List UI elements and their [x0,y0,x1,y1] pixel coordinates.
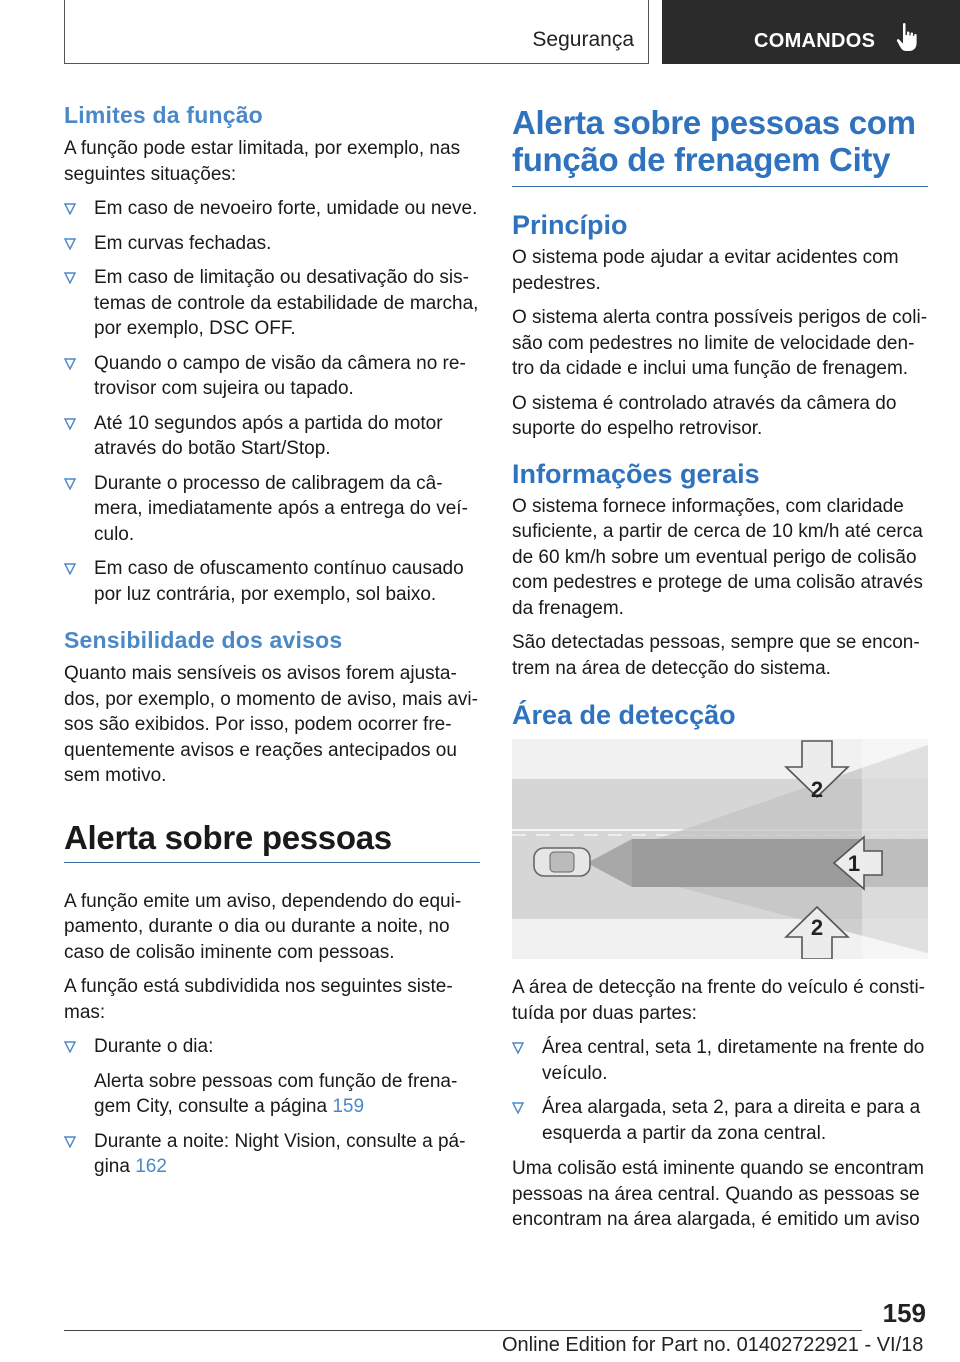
bullet-triangle-icon [64,418,76,430]
sensitivity-heading: Sensibilidade dos avisos [64,627,343,653]
detection-paragraph-2: Uma colisão está iminente quando se encontram pessoas na área central. Quando as pessoas se encontram na área alargada, é emitido um aviso [512,1158,924,1230]
figure-label-center: 1 [847,851,861,876]
header-chapter-tab [662,0,960,64]
list-item: Em caso de nevoeiro forte, umidade ou neve. [64,196,480,222]
header-section-box [64,0,649,64]
section-rule [512,186,928,187]
principle-paragraph-2: O sistema alerta contra possíveis perigos de colisão com pedestres no limite de velocidade dentro da cidade e inclui uma função de frenagem. [512,307,928,379]
limits-intro: A função pode estar limitada, por exemplo, nas seguintes situações: [64,138,461,185]
header-chapter-title: COMANDOS [754,30,876,52]
bullet-triangle-icon [64,238,76,250]
list-item: Em caso de limitação ou desativação do sistemas de controle da estabilidade de marcha, por exemplo, DSC OFF. [64,265,480,342]
list-item [64,1034,480,1120]
bullet-triangle-icon [64,1041,76,1053]
edition-footer: Online Edition for Part no. 01402722921 - VI/18 [502,1334,924,1356]
night-text: Durante a noite: Night Vision, consulte a página [94,1130,466,1177]
list-item: Em curvas fechadas. [64,231,480,257]
detection-area-illustration [512,739,928,959]
bullet-triangle-icon [512,1042,524,1054]
figure-label-top: 2 [810,777,824,802]
systems-list [64,1034,480,1180]
alert-paragraph-1: A função emite um aviso, dependendo do equipamento, durante o dia ou durante a noite, no caso de colisão iminente com pessoas. [64,890,462,963]
detection-paragraph-1: A área de detecção na frente do veículo é constituída por duas partes: [512,977,925,1024]
bullet-triangle-icon [64,1136,76,1148]
section-rule [64,862,480,863]
bullet-triangle-icon [64,563,76,575]
page-number: 159 [882,1298,926,1328]
detection-heading: Área de detecção [512,700,736,730]
car-icon [534,848,590,876]
principle-heading: Princípio [512,210,628,240]
limits-list [64,196,480,607]
page-title: Alerta sobre pessoas com função de frenagem City [512,104,916,178]
alert-paragraph-2: A função está subdividida nos seguintes sistemas: [64,976,453,1023]
footer-rule [64,1330,862,1331]
general-paragraph-2: São detectadas pessoas, sempre que se encontrem na área de detecção do sistema. [512,632,920,679]
bullet-triangle-icon [64,358,76,370]
sensitivity-text: Quanto mais sensíveis os avisos forem ajustados, por exemplo, o momento de aviso, mais avisos são exibidos. Por isso, podem ocorrer frequentemente avisos e reações antecipados ou sem motivo. [64,663,478,786]
figure-label-bottom: 2 [810,915,824,940]
day-label: Durante o dia: [94,1036,214,1057]
page-link-159[interactable]: 159 [332,1096,365,1117]
list-item: Área alargada, seta 2, para a direita e para a esquerda a partir da zona central. [512,1095,928,1146]
list-item [64,1129,480,1180]
header-section-title: Segurança [532,28,634,51]
detection-list [512,1035,928,1146]
list-item: Quando o campo de visão da câmera no retrovisor com sujeira ou tapado. [64,351,480,402]
bullet-triangle-icon [64,478,76,490]
list-item: Até 10 segundos após a partida do motor através do botão Start/Stop. [64,411,480,462]
principle-paragraph-1: O sistema pode ajudar a evitar acidentes com pedestres. [512,247,899,294]
alert-heading: Alerta sobre pessoas [64,818,392,856]
list-item: Área central, seta 1, diretamente na frente do veículo. [512,1035,928,1086]
list-item: Em caso de ofuscamento contínuo causado por luz contrária, por exemplo, sol baixo. [64,556,480,607]
left-column [64,100,480,1190]
general-paragraph-1: O sistema fornece informações, com claridade suficiente, a partir de cerca de 10 km/h até cerca de 60 km/h sobre um eventual perigo de colisão com pedestres e protege de uma colisão através da frenagem. [512,495,923,619]
bullet-triangle-icon [64,272,76,284]
limits-heading: Limites da função [64,102,263,128]
principle-paragraph-3: O sistema é controlado através da câmera do suporte do espelho retrovisor. [512,392,897,439]
list-item: Durante o processo de calibragem da câmera, imediatamente após a entrega do veículo. [64,471,480,548]
day-text: Alerta sobre pessoas com função de frenagem City, consulte a página [94,1070,458,1117]
page-link-162[interactable]: 162 [135,1156,167,1177]
detection-area-figure [512,739,928,959]
bullet-triangle-icon [64,203,76,215]
bullet-triangle-icon [512,1102,524,1114]
right-column [512,104,928,1242]
general-heading: Informações gerais [512,458,760,489]
pointing-hand-icon [896,22,920,52]
